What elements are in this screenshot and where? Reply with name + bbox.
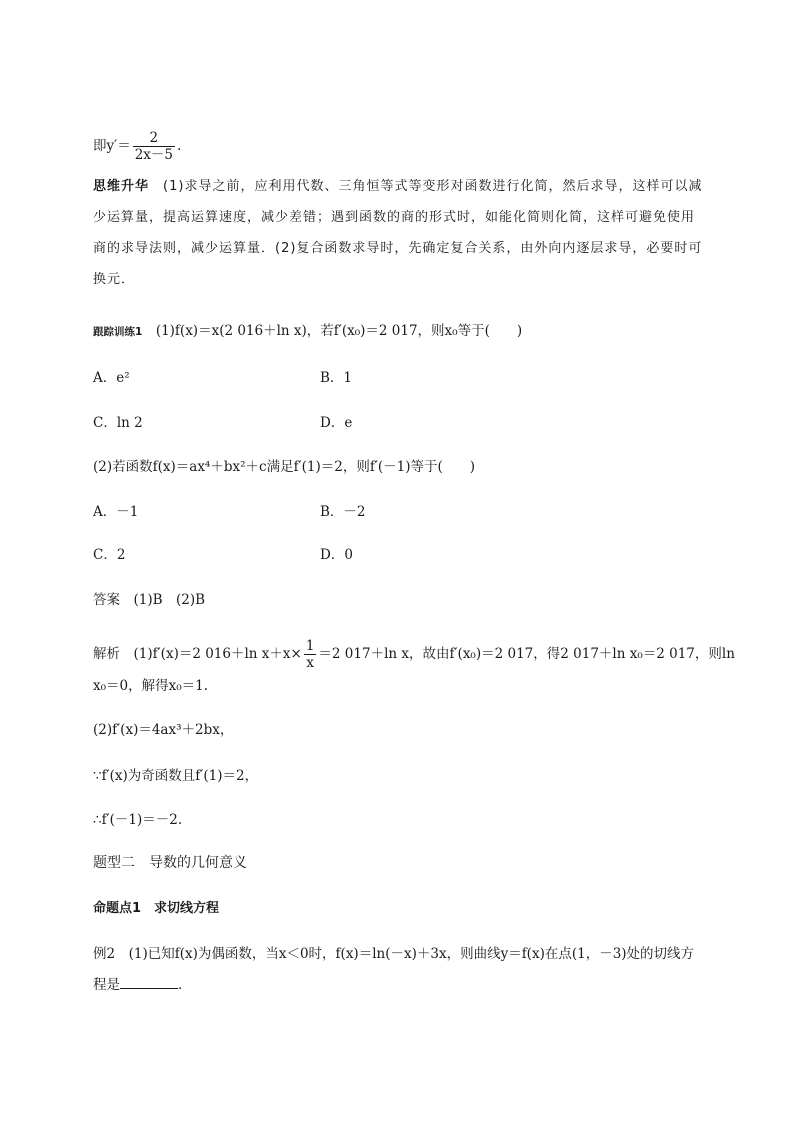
analysis-text: ∴f′(－1)＝－2.	[93, 812, 183, 828]
practice-question-1	[93, 321, 522, 342]
fraction-numerator: 1	[305, 638, 315, 654]
example-text: ．	[178, 977, 192, 993]
practice-q1-text: (1)f(x)＝x(2 016＋ln x)，若f′(x₀)＝2 017，则x₀等于( )	[155, 323, 523, 339]
practice-question-2	[93, 457, 475, 477]
summary-line: 商的求导法则，减少运算量．(2)复合函数求导时，先确定复合关系，由外向内逐层求导，必要时可	[93, 241, 703, 256]
example-line-1	[93, 944, 694, 964]
analysis-line-4	[93, 810, 182, 830]
example-text: 程是	[93, 977, 120, 993]
summary-title: 思维升华	[93, 179, 150, 194]
answer-label: 答案	[93, 592, 120, 608]
analysis-fraction	[304, 638, 317, 671]
fraction-denominator: 2x－5	[134, 147, 173, 163]
fraction-numerator: 2	[133, 130, 175, 147]
summary-line: 少运算量，提高运算速度，减少差错；遇到函数的商的形式时，如能化简则化简，这样可避免使用	[93, 210, 696, 225]
option-b: B．1	[320, 370, 353, 386]
section-subtitle-text: 命题点1 求切线方程	[93, 901, 220, 916]
analysis-line-2	[93, 720, 233, 740]
analysis-text: (2)f′(x)＝4ax³＋2bx，	[93, 722, 234, 738]
derivative-fraction	[133, 130, 175, 163]
summary-line: 换元．	[93, 272, 136, 287]
derivative-result	[93, 130, 181, 163]
section-title-text: 题型二 导数的几何意义	[93, 855, 247, 871]
option-b: B．－2	[320, 504, 366, 520]
option-c: C．2	[93, 547, 126, 563]
analysis-label: 解析	[93, 646, 120, 662]
option-c: C．ln 2	[93, 415, 143, 431]
analysis-text: (1)f′(x)＝2 016＋ln x＋x×	[133, 646, 302, 662]
q1-option-d-wrap	[320, 413, 352, 433]
practice-label: 跟踪训练1	[93, 326, 143, 338]
option-a: A．－1	[93, 504, 139, 520]
analysis-text: ＝2 017＋ln x，故由f′(x₀)＝2 017，得2 017＋ln x₀＝2 017，则ln	[318, 646, 735, 662]
analysis-text: x₀＝0，解得x₀＝1.	[93, 678, 209, 694]
q1-options-row-2	[93, 413, 143, 433]
answer-text: (1)B (2)B	[133, 592, 206, 608]
fraction-denominator: x	[306, 655, 314, 671]
answer-blank[interactable]	[120, 974, 178, 989]
q2-option-d-wrap	[320, 545, 353, 565]
q1-option-b-wrap	[320, 368, 352, 388]
q2-options-row-1	[93, 502, 138, 522]
section-title	[93, 853, 247, 873]
derivative-prefix: 即y′＝	[93, 138, 131, 154]
analysis-line-1	[93, 638, 735, 671]
practice-q2-text: (2)若函数f(x)＝ax⁴＋bx²＋c满足f′(1)＝2，则f′(－1)等于( )	[93, 459, 476, 475]
analysis-text: ∵f′(x)为奇函数且f′(1)＝2，	[93, 768, 259, 784]
section-subtitle	[93, 899, 219, 919]
answer-line	[93, 590, 205, 610]
analysis-line-1-cont	[93, 676, 208, 696]
summary-line: (1)求导之前，应利用代数、三角恒等式等变形对函数进行化简，然后求导，这样可以减	[163, 179, 703, 194]
option-d: D．0	[320, 547, 353, 563]
example-line-2	[93, 974, 192, 995]
summary-paragraph	[93, 171, 703, 295]
option-a: A．e²	[93, 370, 130, 386]
example-text: 例2 (1)已知f(x)为偶函数，当x＜0时，f(x)＝ln(－x)＋3x，则曲线y＝f(x)在点(1，－3)处的切线方	[93, 946, 695, 962]
option-d: D．e	[320, 415, 353, 431]
analysis-line-3	[93, 766, 258, 786]
derivative-suffix: .	[177, 138, 182, 154]
q1-options-row-1	[93, 368, 130, 388]
q2-options-row-2	[93, 545, 125, 565]
q2-option-b-wrap	[320, 502, 366, 522]
